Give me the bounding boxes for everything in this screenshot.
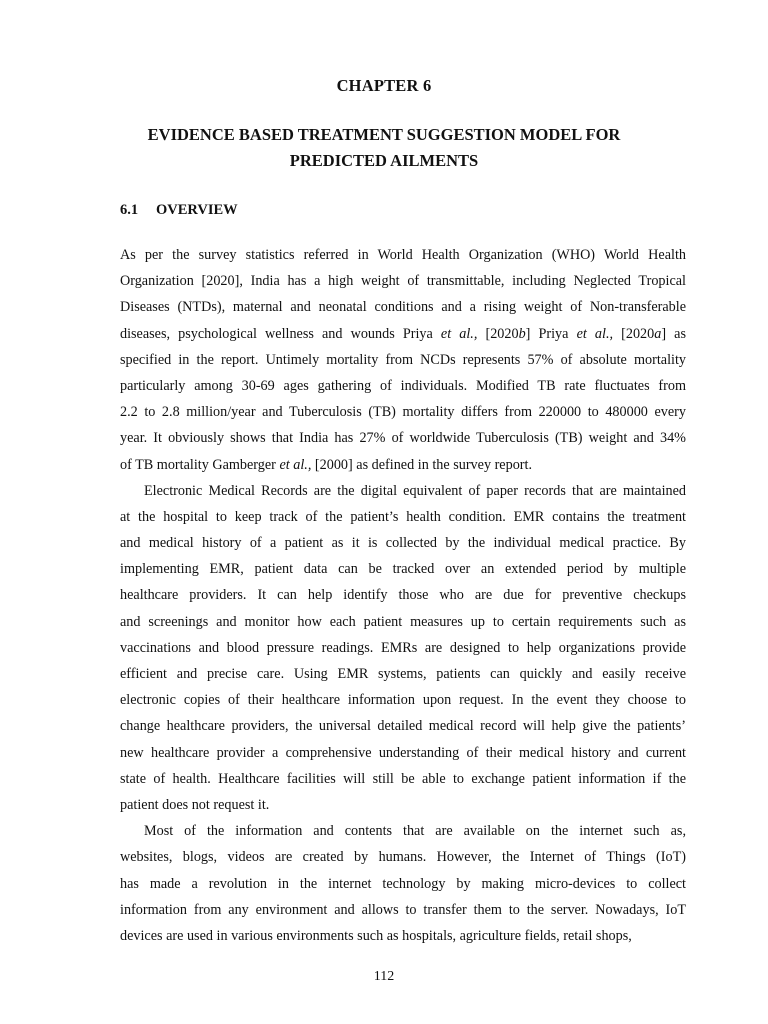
paragraph-line: Diseases (NTDs), maternal and neonatal conditions and a rising weight of Non-transferable [120,299,686,316]
chapter-label: CHAPTER 6 [336,76,432,95]
section-title: OVERVIEW [156,202,238,218]
chapter-title-line: PREDICTED AILMENTS [289,151,479,170]
paragraph-line: change healthcare providers, the universal detailed medical record will help give the patients’ [120,718,686,735]
paragraph-line: Most of the information and contents that are available on the internet such as, [144,823,686,840]
paragraph-line: new healthcare provider a comprehensive understanding of their medical history and current [120,744,686,761]
paragraph-line: of TB mortality Gamberger et al., [2000] as defined in the survey report. [120,456,533,473]
paragraph-line: has made a revolution in the internet technology by making micro-devices to collect [120,875,686,892]
paragraph-line: state of health. Healthcare facilities will still be able to exchange patient information if the [120,770,686,787]
paragraph-line: devices are used in various environments such as hospitals, agriculture fields, retail shops, [120,927,632,944]
paragraph-line: particularly among 30-69 ages gathering of individuals. Modified TB rate fluctuates from [120,377,686,394]
paragraph-line: implementing EMR, patient data can be tracked over an extended period by multiple [120,561,686,578]
paragraph-line: healthcare providers. It can help identify those who are due for preventive checkups [120,587,686,604]
body-text [120,242,686,949]
paragraph-line: websites, blogs, videos are created by humans. However, the Internet of Things (IoT) [120,849,686,866]
paragraph-line: and screenings and monitor how each patient measures up to certain requirements such as [120,613,686,630]
paragraph-line: 2.2 to 2.8 million/year and Tuberculosis (TB) mortality differs from 220000 to 480000 every [120,404,686,421]
paragraph-line: vaccinations and blood pressure readings. EMRs are designed to help organizations provide [120,639,686,656]
paragraph-line: patient does not request it. [120,796,270,813]
paragraph-line: Electronic Medical Records are the digital equivalent of paper records that are maintained [144,482,686,499]
paragraph-line: Organization [2020], India has a high weight of transmittable, including Neglected Tropical [120,273,686,290]
section-number: 6.1 [120,202,139,218]
paragraph-line: and medical history of a patient as it is collected by the individual medical practice. By [120,535,686,552]
page-number: 112 [373,969,395,984]
paragraph-line: information from any environment and allows to transfer them to the server. Nowadays, IoT [120,901,686,918]
paragraph-line: efficient and precise care. Using EMR systems, patients can quickly and easily receive [120,666,686,682]
paragraph-line: As per the survey statistics referred in World Health Organization (WHO) World Health [120,247,686,263]
paragraph-line: year. It obviously shows that India has 27% of worldwide Tuberculosis (TB) weight and 34% [120,430,686,447]
paragraph-line: at the hospital to keep track of the patient’s health condition. EMR contains the treatment [120,508,686,525]
chapter-title [120,122,648,174]
section-heading [120,202,238,219]
paragraph-line: diseases, psychological wellness and wounds Priya et al., [2020b] Priya et al., [2020a] as [120,325,686,342]
paragraph-line: specified in the report. Untimely mortality from NCDs represents 57% of absolute mortality [120,351,686,368]
paragraph-line: electronic copies of their healthcare information upon request. In the event they choose to [120,692,686,709]
chapter-title-line: EVIDENCE BASED TREATMENT SUGGESTION MODEL FOR [147,125,621,144]
